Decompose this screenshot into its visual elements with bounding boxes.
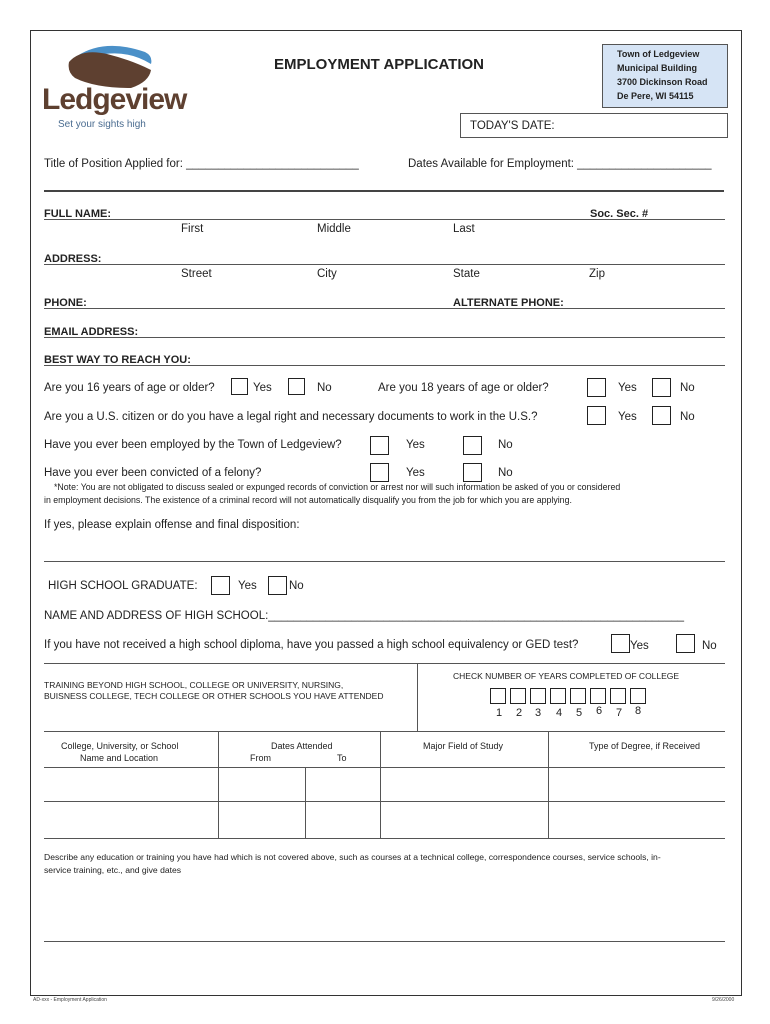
address-box — [602, 44, 728, 108]
year-4-checkbox[interactable] — [550, 688, 566, 704]
employed-question: Have you ever been employed by the Town of Ledgeview? — [44, 439, 342, 451]
todays-date-box[interactable] — [460, 113, 728, 138]
ledgeview-logo — [40, 42, 187, 137]
last-name-caption: Last — [453, 223, 475, 235]
citizen-no-checkbox[interactable] — [652, 406, 671, 425]
ged-yes-label: Yes — [630, 640, 649, 652]
address-line-2: Municipal Building — [617, 63, 697, 73]
table-col-divider-2 — [305, 767, 306, 839]
check-years-label: CHECK NUMBER OF YEARS COMPLETED OF COLLEGE — [453, 671, 680, 681]
age16-yes-checkbox[interactable] — [231, 378, 248, 395]
felony-note-line-2: in employment decisions. The existence of a criminal record will not automatically disqualify you from the job for which you are applying. — [44, 495, 572, 505]
year-5-label: 5 — [576, 707, 583, 719]
table-row-line — [44, 767, 725, 768]
year-8-label: 8 — [635, 705, 642, 717]
training-divider — [417, 663, 418, 731]
address-line-1: Town of Ledgeview — [617, 49, 700, 59]
training-top-line — [44, 663, 725, 664]
employed-yes-checkbox[interactable] — [370, 436, 389, 455]
col-major-header: Major Field of Study — [423, 741, 504, 751]
describe-line-1: Describe any education or training you have had which is not covered above, such as courses at a technical college, correspondence courses, service schools, in- — [44, 852, 661, 862]
logo-tagline: Set your sights high — [58, 119, 146, 130]
citizen-no-label: No — [680, 411, 695, 423]
felony-no-checkbox[interactable] — [463, 463, 482, 482]
logo-name: Ledgeview — [42, 83, 187, 116]
year-4-label: 4 — [556, 707, 563, 719]
state-caption: State — [453, 268, 480, 280]
year-2-checkbox[interactable] — [510, 688, 526, 704]
training-label-line-2: BUISNESS COLLEGE, TECH COLLEGE OR OTHER SCHOOLS YOU HAVE ATTENDED — [44, 691, 384, 701]
explain-line[interactable] — [44, 561, 725, 562]
best-way-label: BEST WAY TO REACH YOU: — [44, 354, 191, 366]
email-line[interactable] — [44, 337, 725, 338]
hs-grad-no-checkbox[interactable] — [268, 576, 287, 595]
email-label: EMAIL ADDRESS: — [44, 326, 139, 338]
city-caption: City — [317, 268, 337, 280]
footer-left: AD-xxx - Employment Application — [33, 997, 107, 1003]
ged-no-label: No — [702, 640, 717, 652]
position-title-field[interactable]: Title of Position Applied for: ___________________________ — [44, 158, 359, 170]
phone-label: PHONE: — [44, 297, 87, 309]
felony-question: Have you ever been convicted of a felony? — [44, 467, 262, 479]
age18-yes-checkbox[interactable] — [587, 378, 606, 397]
full-name-label: FULL NAME: — [44, 208, 112, 220]
page-title: EMPLOYMENT APPLICATION — [274, 56, 484, 73]
year-7-checkbox[interactable] — [610, 688, 626, 704]
felony-yes-checkbox[interactable] — [370, 463, 389, 482]
zip-caption: Zip — [589, 268, 605, 280]
dates-available-field[interactable]: Dates Available for Employment: _____________________ — [408, 158, 712, 170]
felony-yes-label: Yes — [406, 467, 425, 479]
address-line-3: 3700 Dickinson Road — [617, 77, 708, 87]
employed-yes-label: Yes — [406, 439, 425, 451]
hs-name-field[interactable]: NAME AND ADDRESS OF HIGH SCHOOL:_________________________________________________________________ — [44, 610, 685, 622]
col-to-header: To — [337, 753, 347, 763]
year-8-checkbox[interactable] — [630, 688, 646, 704]
age16-no-label: No — [317, 382, 332, 394]
year-1-label: 1 — [496, 707, 503, 719]
table-col-divider-4 — [548, 731, 549, 839]
year-6-label: 6 — [596, 705, 603, 717]
col-school-line-1: College, University, or School — [61, 741, 179, 751]
year-7-label: 7 — [616, 707, 623, 719]
address-line-4: De Pere, WI 54115 — [617, 91, 694, 101]
middle-name-caption: Middle — [317, 223, 351, 235]
first-name-caption: First — [181, 223, 204, 235]
divider — [44, 190, 724, 192]
full-name-line[interactable] — [44, 219, 725, 220]
col-degree-header: Type of Degree, if Received — [589, 741, 701, 751]
year-1-checkbox[interactable] — [490, 688, 506, 704]
felony-no-label: No — [498, 467, 513, 479]
felony-note-line-1: *Note: You are not obligated to discuss sealed or expunged records of conviction or arrest nor will such information be asked of you or considered — [54, 482, 621, 492]
year-6-checkbox[interactable] — [590, 688, 606, 704]
age16-no-checkbox[interactable] — [288, 378, 305, 395]
employed-no-label: No — [498, 439, 513, 451]
ged-question: If you have not received a high school diploma, have you passed a high school equivalency or GED test? — [44, 639, 579, 651]
year-2-label: 2 — [516, 707, 523, 719]
hs-grad-yes-checkbox[interactable] — [211, 576, 230, 595]
hs-grad-label: HIGH SCHOOL GRADUATE: — [48, 580, 198, 592]
ssn-label: Soc. Sec. # — [590, 208, 649, 220]
age18-no-checkbox[interactable] — [652, 378, 671, 397]
table-col-divider-1 — [218, 731, 219, 839]
address-line[interactable] — [44, 264, 725, 265]
age18-no-label: No — [680, 382, 695, 394]
hs-grad-no-label: No — [289, 580, 304, 592]
describe-answer-line[interactable] — [44, 941, 725, 942]
ged-yes-checkbox[interactable] — [611, 634, 630, 653]
street-caption: Street — [181, 268, 212, 280]
age16-yes-label: Yes — [253, 382, 272, 394]
todays-date-label: TODAY'S DATE: — [470, 120, 555, 132]
training-label-line-1: TRAINING BEYOND HIGH SCHOOL, COLLEGE OR UNIVERSITY, NURSING, — [44, 680, 344, 690]
footer-right: 9/26/2000 — [712, 997, 735, 1003]
age18-yes-label: Yes — [618, 382, 637, 394]
year-5-checkbox[interactable] — [570, 688, 586, 704]
col-dates-header: Dates Attended — [271, 741, 333, 751]
table-row-line — [44, 801, 725, 802]
phone-line[interactable] — [44, 308, 725, 309]
citizen-yes-checkbox[interactable] — [587, 406, 606, 425]
col-school-line-2: Name and Location — [80, 753, 159, 763]
alt-phone-label: ALTERNATE PHONE: — [453, 297, 564, 309]
table-col-divider-3 — [380, 731, 381, 839]
explain-label: If yes, please explain offense and final disposition: — [44, 519, 300, 531]
age16-question: Are you 16 years of age or older? — [44, 382, 215, 394]
table-top-line — [44, 731, 725, 732]
describe-line-2: service training, etc., and give dates — [44, 865, 182, 875]
ged-no-checkbox[interactable] — [676, 634, 695, 653]
table-row-line — [44, 838, 725, 839]
citizen-yes-label: Yes — [618, 411, 637, 423]
col-from-header: From — [250, 753, 271, 763]
hs-grad-yes-label: Yes — [238, 580, 257, 592]
year-3-label: 3 — [535, 707, 542, 719]
citizen-question: Are you a U.S. citizen or do you have a legal right and necessary documents to work in the U.S.? — [44, 411, 538, 423]
age18-question: Are you 18 years of age or older? — [378, 382, 549, 394]
address-label: ADDRESS: — [44, 253, 102, 265]
year-3-checkbox[interactable] — [530, 688, 546, 704]
employed-no-checkbox[interactable] — [463, 436, 482, 455]
best-way-line[interactable] — [44, 365, 725, 366]
